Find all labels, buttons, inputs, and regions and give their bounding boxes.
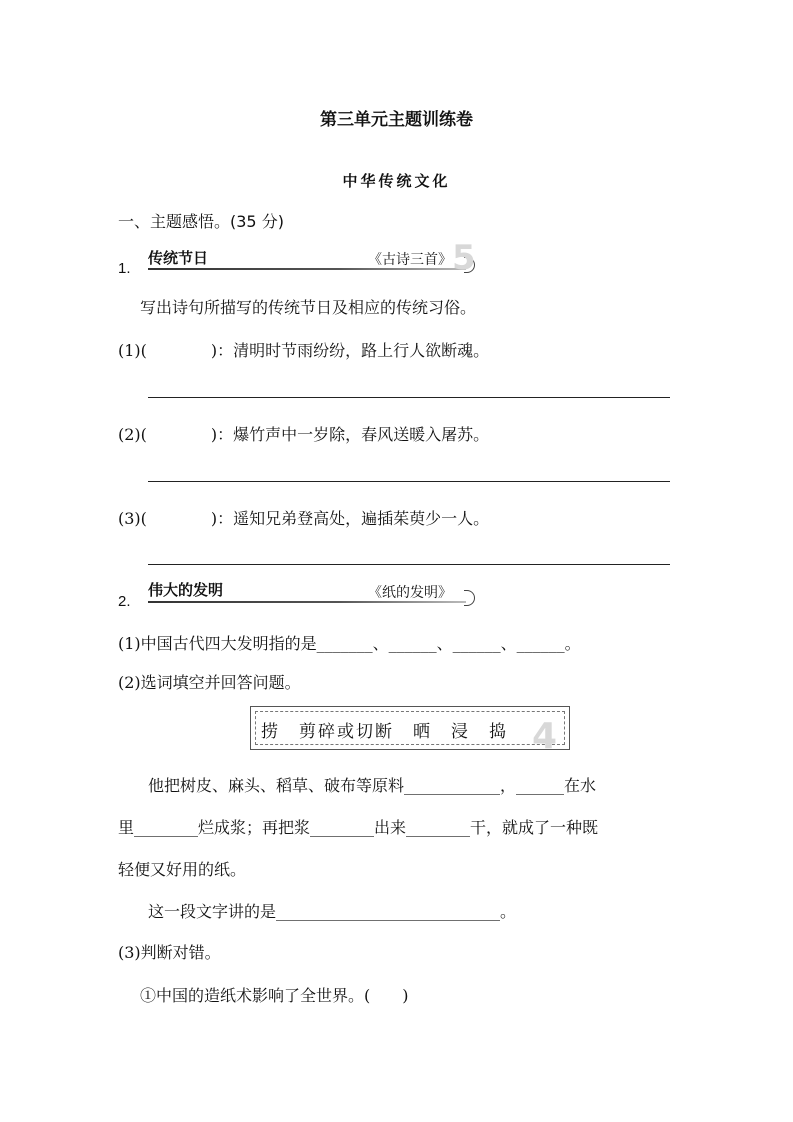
judge-item-1: ①中国的造纸术影响了全世界。( ): [140, 986, 409, 1005]
banner-book: 《古诗三首》: [368, 252, 452, 268]
passage-line-1: 他把树皮、麻头、稻草、破布等原料____________，______在水: [148, 776, 597, 795]
banner-underline: [148, 268, 466, 270]
question-number: 1.: [118, 260, 131, 277]
word-box: [250, 706, 570, 750]
banner-title: 伟大的发明: [148, 581, 224, 599]
q1-instruction: 写出诗句所描写的传统节日及相应的传统习俗。: [140, 298, 477, 317]
answer-line-3[interactable]: [148, 564, 670, 565]
question-number: 2.: [118, 593, 131, 610]
q1-item-2: (2)( )：爆竹声中一岁除，春风送暖入屠苏。: [118, 425, 490, 444]
banner-underline: [148, 601, 466, 603]
section-heading: 一、主题感悟。(35 分): [118, 212, 284, 231]
q1-item-3: (3)( )：遥知兄弟登高处，遍插茱萸少一人。: [118, 509, 490, 528]
banner-book: 《纸的发明》: [368, 585, 452, 601]
q2-part3: (3)判断对错。: [118, 943, 221, 962]
q2-part1: (1)中国古代四大发明指的是_______、______、______、______。: [118, 634, 581, 653]
q2-part2: (2)选词填空并回答问题。: [118, 673, 301, 692]
answer-line-2[interactable]: [148, 481, 670, 482]
banner-title: 传统节日: [148, 249, 209, 267]
banner-ghost-number: 5: [452, 238, 476, 278]
passage-line-2: 里________烂成浆；再把浆________出来________干，就成了一种既: [118, 818, 599, 837]
page-title: 第三单元主题训练卷: [320, 110, 473, 130]
passage-line-3: 轻便又好用的纸。: [118, 860, 247, 879]
banner-curl: [464, 590, 475, 606]
word-box-words: 捞 剪碎或切断 晒 浸 捣: [261, 722, 508, 742]
page-subtitle: 中华传统文化: [342, 172, 451, 190]
q1-item-1: (1)( )：清明时节雨纷纷，路上行人欲断魂。: [118, 341, 490, 360]
q2-question: 这一段文字讲的是____________________________。: [148, 902, 517, 921]
answer-line-1[interactable]: [148, 397, 670, 398]
word-box-ghost-number: 4: [532, 716, 558, 757]
